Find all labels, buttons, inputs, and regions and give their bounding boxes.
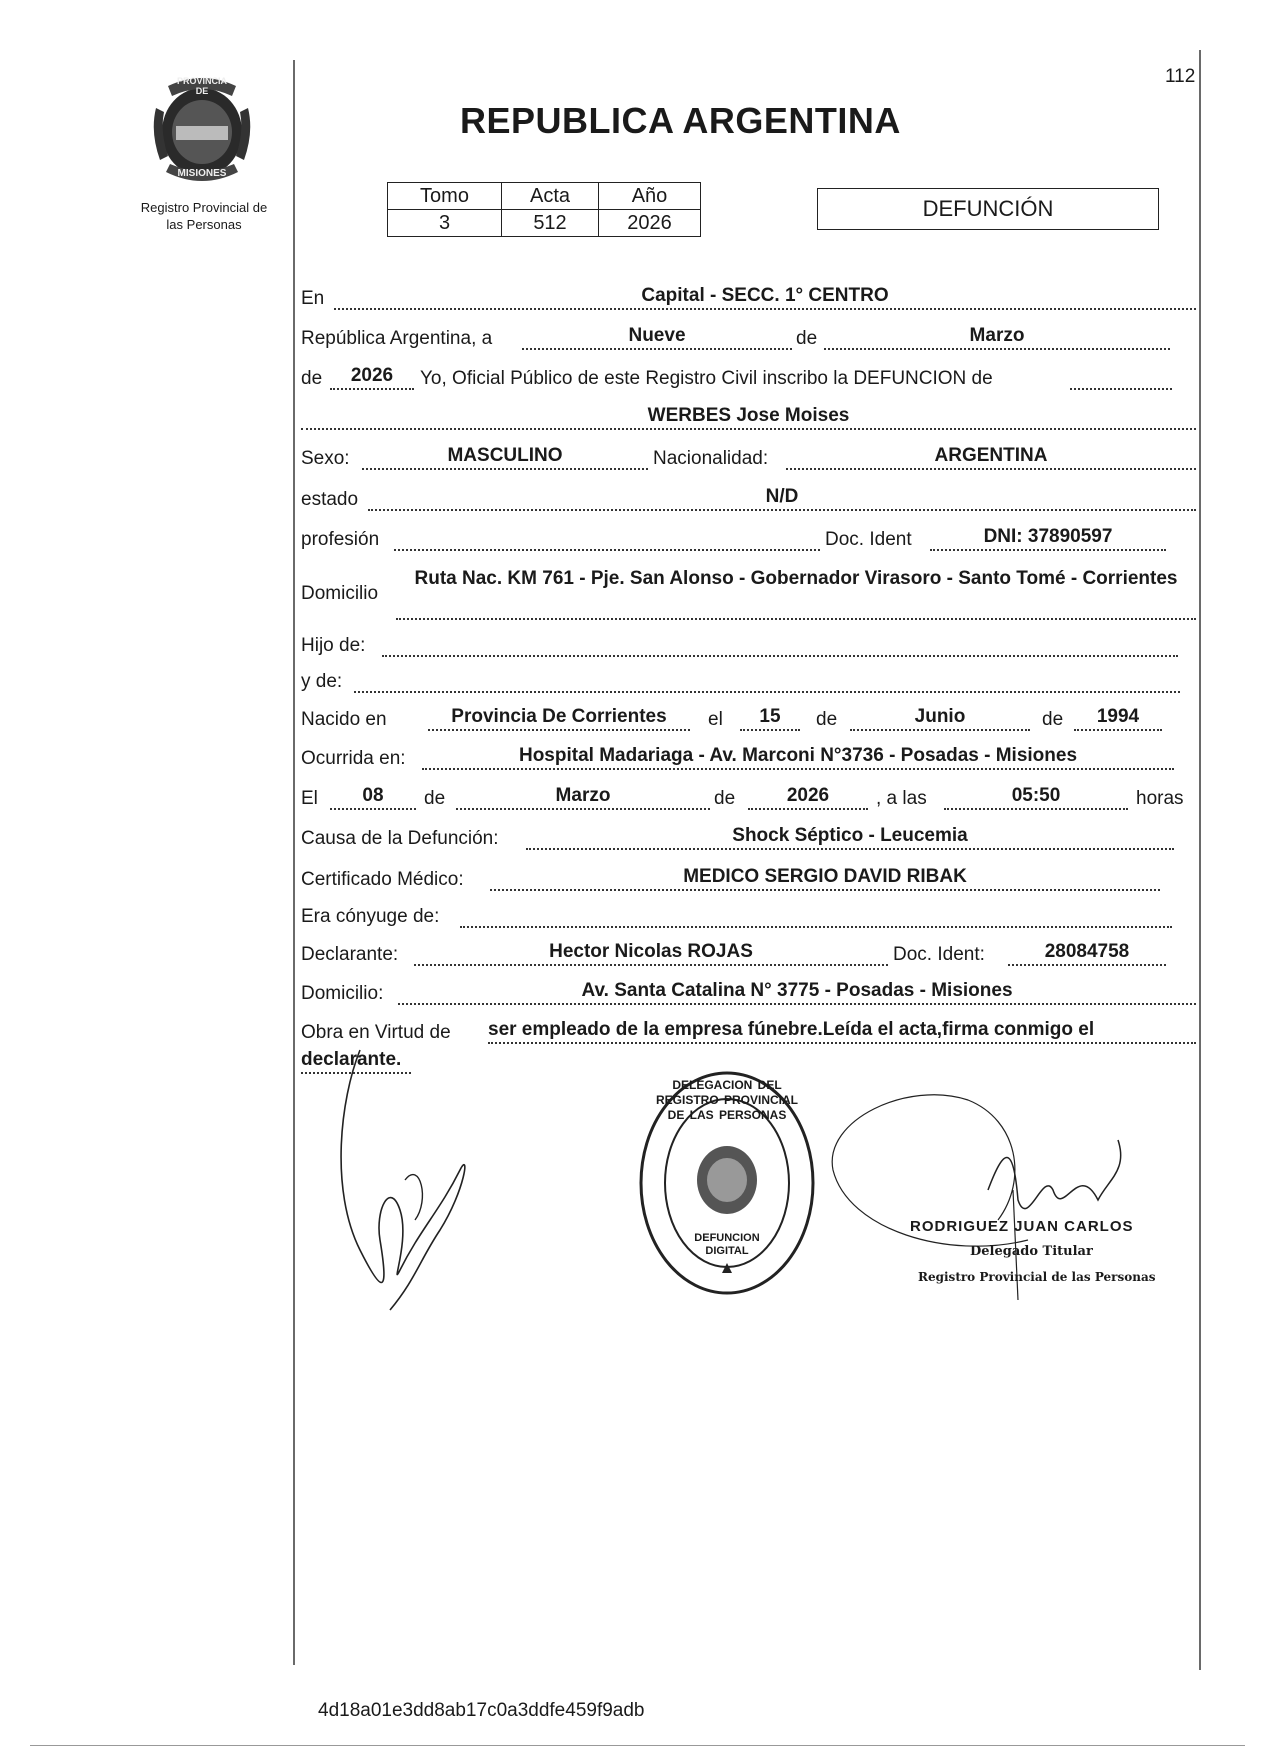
inscription-blank [1070, 364, 1172, 390]
sexo-label: Sexo: [301, 448, 350, 469]
death-el-label: El [301, 788, 318, 809]
republica-de-label: de [796, 328, 818, 349]
ano-header: Año [599, 183, 701, 210]
nacido-label: Nacido en [301, 709, 387, 730]
death-month: Marzo [456, 784, 710, 810]
nacido-place: Provincia De Corrientes [428, 705, 690, 731]
birth-year: 1994 [1074, 705, 1162, 731]
declarant-signature [320, 1040, 500, 1330]
registration-year: 2026 [330, 364, 414, 390]
declarante-doc-value: 28084758 [1008, 940, 1166, 966]
nacido-de-label: de [816, 709, 838, 730]
estado-value: N/D [368, 485, 1196, 511]
year-de-label: de [301, 368, 323, 389]
certificado-label: Certificado Médico: [301, 869, 464, 890]
republica-label: República Argentina, a [301, 328, 493, 349]
nacido-de2-label: de [1042, 709, 1064, 730]
logo-seal-text-top: PROVINCIA DE [176, 76, 227, 96]
republica-month: Marzo [824, 324, 1170, 350]
death-de-label: de [424, 788, 446, 809]
domicilio-value: Ruta Nac. KM 761 - Pje. San Alonso - Gobernador Virasoro - Santo Tomé - Corrientes [396, 566, 1196, 620]
official-office: Registro Provincial de las Personas [918, 1270, 1156, 1284]
domicilio-label: Domicilio [301, 583, 379, 604]
obra-label: Obra en Virtud de [301, 1022, 451, 1043]
profesion-label: profesión [301, 529, 380, 550]
doc-ident-value: DNI: 37890597 [930, 525, 1166, 551]
hijo-de-label: Hijo de: [301, 635, 366, 656]
en-value: Capital - SECC. 1° CENTRO [334, 284, 1196, 310]
hijo-de-value [382, 631, 1178, 657]
declarante-value: Hector Nicolas ROJAS [414, 940, 888, 966]
left-margin-rule [293, 60, 295, 1665]
estado-label: estado [301, 489, 359, 510]
death-year: 2026 [748, 784, 868, 810]
death-day: 08 [330, 784, 416, 810]
conyuge-value [460, 902, 1172, 928]
ocurrida-value: Hospital Madariaga - Av. Marconi N°3736 - Posadas - Misiones [422, 744, 1174, 770]
official-name: RODRIGUEZ JUAN CARLOS [910, 1218, 1134, 1235]
birth-month: Junio [850, 705, 1030, 731]
stamp-inner-text: DEFUNCION DIGITAL [694, 1232, 760, 1257]
doc-ident-label: Doc. Ident [825, 529, 912, 550]
ocurrida-label: Ocurrida en: [301, 748, 406, 769]
inscription-text: Yo, Oficial Público de este Registro Civil inscribo la DEFUNCION de [420, 368, 993, 389]
document-hash: 4d18a01e3dd8ab17c0a3ddfe459f9adb [318, 1700, 645, 1721]
declarante-doc-label: Doc. Ident: [893, 944, 985, 965]
causa-value: Shock Séptico - Leucemia [526, 824, 1174, 850]
registry-caption-line1: Registro Provincial de [140, 200, 268, 215]
death-de2-label: de [714, 788, 736, 809]
conyuge-label: Era cónyuge de: [301, 906, 440, 927]
obra-value-line1: ser empleado de la empresa fúnebre.Leída el acta,firma conmigo el [488, 1018, 1196, 1044]
profesion-value [394, 525, 820, 551]
death-time: 05:50 [944, 784, 1128, 810]
en-label: En [301, 288, 325, 309]
registry-caption-line2: las Personas [166, 217, 242, 232]
y-de-value [354, 667, 1180, 693]
nacido-el-label: el [708, 709, 723, 730]
page-number: 112 [1165, 66, 1196, 87]
acta-value: 512 [502, 210, 599, 237]
ano-value: 2026 [599, 210, 701, 237]
acta-header: Acta [502, 183, 599, 210]
bottom-rule [30, 1745, 1245, 1746]
logo-seal-text-bottom: MISIONES [177, 168, 227, 179]
nacionalidad-value: ARGENTINA [786, 444, 1196, 470]
domicilio2-label: Domicilio: [301, 983, 384, 1004]
stamp-ring-text: DELEGACION DEL REGISTRO PROVINCIAL DE LAS PERSONAS [655, 1078, 798, 1122]
official-title: Delegado Titular [970, 1244, 1093, 1259]
death-horas-label: horas [1136, 788, 1184, 809]
republica-day: Nueve [522, 324, 792, 350]
page-title: REPUBLICA ARGENTINA [460, 100, 901, 141]
tomo-value: 3 [388, 210, 502, 237]
causa-label: Causa de la Defunción: [301, 828, 499, 849]
death-alas-label: , a las [876, 788, 927, 809]
right-margin-rule [1199, 50, 1201, 1670]
sexo-value: MASCULINO [362, 444, 648, 470]
deceased-name: WERBES Jose Moises [301, 404, 1196, 430]
y-de-label: y de: [301, 671, 343, 692]
declarante-label: Declarante: [301, 944, 399, 965]
nacionalidad-label: Nacionalidad: [653, 448, 769, 469]
document-type-box: DEFUNCIÓN [817, 188, 1159, 230]
registry-caption [124, 199, 284, 233]
acta-reference-table [387, 182, 701, 237]
certificado-value: MEDICO SERGIO DAVID RIBAK [490, 865, 1160, 891]
birth-day: 15 [740, 705, 800, 731]
obra-value-line2: declarante. [301, 1048, 411, 1074]
domicilio2-value: Av. Santa Catalina N° 3775 - Posadas - Misiones [398, 979, 1196, 1005]
tomo-header: Tomo [388, 183, 502, 210]
